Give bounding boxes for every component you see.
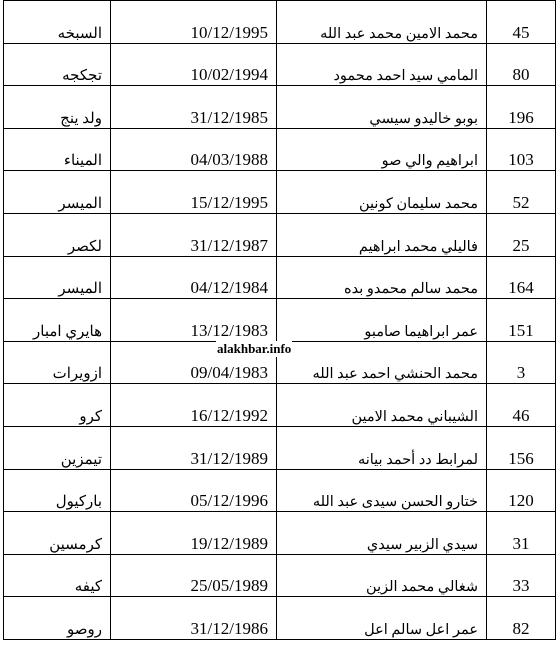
place-cell: السبخه: [4, 1, 111, 44]
num-cell: 45: [487, 1, 556, 44]
table-row: [4, 128, 556, 171]
num-cell: 103: [487, 128, 556, 171]
place-cell: ازويرات: [4, 341, 111, 384]
name-cell: فاليلي محمد ابراهيم: [277, 213, 487, 256]
name-cell: الشيباني محمد الامين: [277, 384, 487, 427]
place-cell: الميسر: [4, 256, 111, 299]
date-cell: 10/02/1994: [111, 43, 277, 86]
name-cell: عمر اعل سالم اعل: [277, 597, 487, 640]
name-cell: محمد سليمان كونين: [277, 171, 487, 214]
num-cell: 196: [487, 86, 556, 129]
name-cell: المامي سيد احمد محمود: [277, 43, 487, 86]
table-row: [4, 171, 556, 214]
name-cell: سيدي الزبير سيدي: [277, 512, 487, 555]
num-cell: 80: [487, 43, 556, 86]
name-cell: ختارو الحسن سيدى عبد الله: [277, 469, 487, 512]
name-cell: محمد الامين محمد عبد الله: [277, 1, 487, 44]
num-cell: 120: [487, 469, 556, 512]
name-cell: شغالي محمد الزين: [277, 554, 487, 597]
date-cell: 13/12/1983: [111, 299, 277, 342]
roster-table: [3, 0, 556, 640]
place-cell: تيمزين: [4, 426, 111, 469]
place-cell: الميسر: [4, 171, 111, 214]
table-row: [4, 597, 556, 640]
date-cell: 31/12/1987: [111, 213, 277, 256]
place-cell: كرمسين: [4, 512, 111, 555]
date-cell: 04/03/1988: [111, 128, 277, 171]
table-row: [4, 469, 556, 512]
place-cell: روصو: [4, 597, 111, 640]
place-cell: ولد ينج: [4, 86, 111, 129]
date-cell: 31/12/1985: [111, 86, 277, 129]
num-cell: 31: [487, 512, 556, 555]
num-cell: 164: [487, 256, 556, 299]
table-row: [4, 299, 556, 342]
roster-body: [4, 1, 556, 640]
num-cell: 3: [487, 341, 556, 384]
date-cell: 04/12/1984: [111, 256, 277, 299]
num-cell: 151: [487, 299, 556, 342]
date-cell: 09/04/1983: [111, 341, 277, 384]
table-row: [4, 213, 556, 256]
place-cell: الميناء: [4, 128, 111, 171]
name-cell: محمد الحنشي احمد عبد الله: [277, 341, 487, 384]
watermark-text: alakhbar.info: [217, 341, 292, 356]
name-cell: بوبو خاليدو سيسي: [277, 86, 487, 129]
table-row: [4, 43, 556, 86]
place-cell: كرو: [4, 384, 111, 427]
num-cell: 82: [487, 597, 556, 640]
table-row: [4, 426, 556, 469]
date-cell: 15/12/1995: [111, 171, 277, 214]
date-cell: 31/12/1986: [111, 597, 277, 640]
name-cell: عمر ابراهيما صامبو: [277, 299, 487, 342]
num-cell: 33: [487, 554, 556, 597]
table-row: [4, 256, 556, 299]
num-cell: 52: [487, 171, 556, 214]
date-cell: 25/05/1989: [111, 554, 277, 597]
num-cell: 156: [487, 426, 556, 469]
table-row: [4, 512, 556, 555]
num-cell: 25: [487, 213, 556, 256]
place-cell: باركيول: [4, 469, 111, 512]
date-cell: 19/12/1989: [111, 512, 277, 555]
date-cell: 16/12/1992: [111, 384, 277, 427]
num-cell: 46: [487, 384, 556, 427]
place-cell: هايري امبار: [4, 299, 111, 342]
date-cell: 31/12/1989: [111, 426, 277, 469]
table-row: [4, 554, 556, 597]
table-row: [4, 86, 556, 129]
date-cell: 05/12/1996: [111, 469, 277, 512]
date-cell: 10/12/1995: [111, 1, 277, 44]
name-cell: محمد سالم محمدو بده: [277, 256, 487, 299]
table-row: [4, 384, 556, 427]
place-cell: تجكجه: [4, 43, 111, 86]
place-cell: كيفه: [4, 554, 111, 597]
name-cell: ابراهيم والي صو: [277, 128, 487, 171]
name-cell: لمرابط دد أحمد بيانه: [277, 426, 487, 469]
place-cell: لكصر: [4, 213, 111, 256]
table-row: [4, 1, 556, 44]
